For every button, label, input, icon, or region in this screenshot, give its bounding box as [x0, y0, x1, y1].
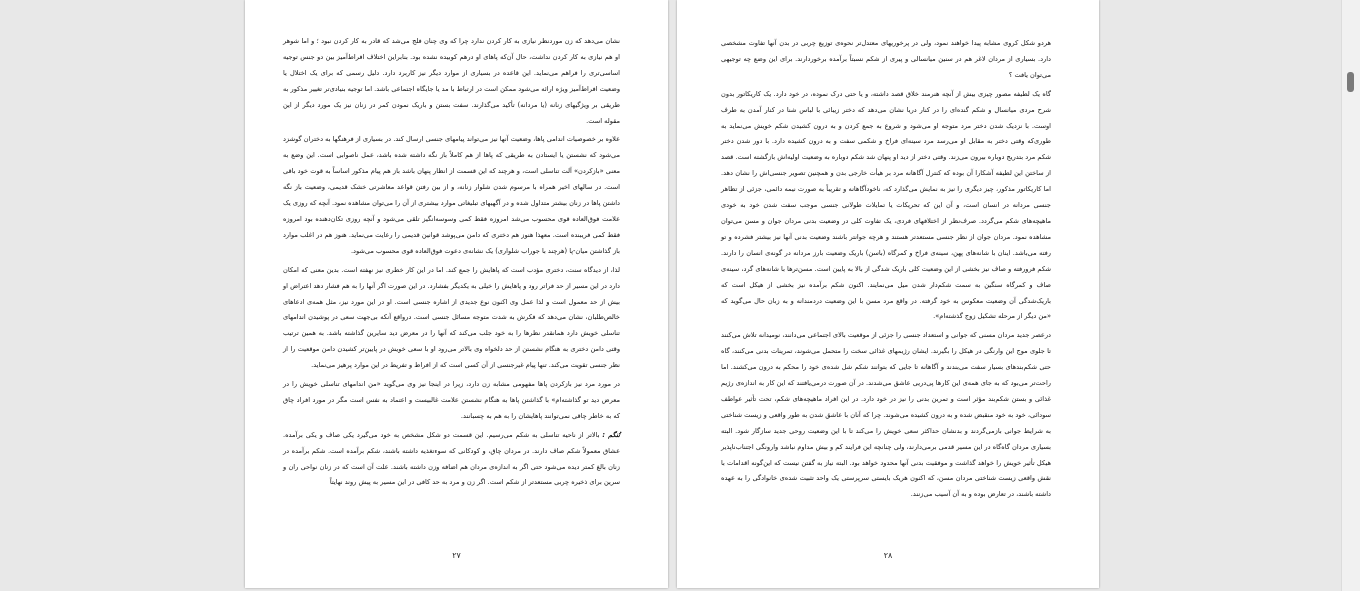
page-number: ۲۸ — [883, 551, 893, 560]
page-text — [721, 36, 1051, 506]
vertical-scrollbar[interactable] — [1341, 0, 1360, 591]
page-text — [283, 34, 620, 494]
section-heading: تُنگم : — [602, 430, 620, 439]
paragraph: لذا، از دیدگاه سنت، دختری مؤدب است که پاهایش را جمع کند. اما در این کار خطری نیز نهفته است. بدین معنی که امکان دارد در این مسیر از حد فراتر رود و پاهایش را خیلی به یکدیگر بفشارد. در این صورت اگر آنها را به هم فشار دهد اعتراض او بیش از حد معمول است و لذا عمل وی اکنون نوع جدیدی از اشاره جنسی است. او در این مورد نیز، مثل همه‌ی ادعاهای خالص‌طلبان، نشان می‌دهد که فکرش به شدت متوجه مسائل جنسی است. درواقع آنکه بی‌جهت سعی در پوشیدن اندامهای تناسلی خویش دارد همانقدر نظرها را به خود جلب می‌کند که آنها را در معرض دید سایرین گذاشته باشد. به همین ترتیب وقتی دامن دختری به هنگام نشستن از حد دلخواه وی بالاتر می‌رود او با سعی خویش در پایین‌تر کشیدن دامن موقعیت را از نظر جنسی تقویت می‌کند. تنها پیام غیرجنسی از آن کسی است که از افراط و تفریط در این موارد پرهیز می‌نماید. — [283, 265, 620, 370]
paragraph — [283, 428, 620, 492]
paragraph: نشان می‌دهد که زن موردنظر نیازی به کار کردن ندارد چرا که وی چنان فلج می‌شد که قادر به کار کردن نبود ؛ و اما شوهر او هم نیازی به کار کردن نداشت، حال آن‌که پاهای او درهم کوبیده نشده بود. بنابراین اختلاف افراط‌آمیز بین دو جنس توجیه اساسی‌تری را فراهم می‌نماید. این قاعده در بسیاری از موارد دیگر نیز کاربرد دارد. دلیل رسمی که برای یک اختلال یا وضعیت افراط‌آمیز ویژه ارائه می‌شود ممکن است در ارتباط با مد یا جایگاه اجتماعی باشد. اما توجیه بنیادی‌تر تغییر مذکور به طریقی بر ویژگیهای زنانه (یا مردانه) تأکید می‌گذارند. سفت بستن و باریک نمودن کمر در زنان نیز یک مورد دیگر از این مقوله است. — [283, 37, 620, 125]
scrollbar-thumb[interactable] — [1347, 72, 1354, 92]
document-page-left — [245, 0, 668, 588]
paragraph: گاه یک لطیفه مصور چیزی بیش از آنچه هنرمند خلاق قصد داشته، و یا حتی درک نموده، در خود دارد. یک کاریکاتور بدون شرح مردی میانسال و شکم گنده‌ای را در کنار دریا نشان می‌دهد که دختر زیبائی با لباس شنا در کنار آمدن به طرف اوست. با نزدیک شدن دختر مرد متوجه او می‌شود و شروع به جمع کردن و به درون کشیدن شکم خویش می‌نماید به طوری‌که وقتی دختر به مقابل او می‌رسد مرد سینه‌ای فراخ و شکمی سفت و به درون کشیده دارد. با دور شدن دختر شکم مرد بتدریج دوباره بیرون می‌زند. وقتی دختر از دید او پنهان شد شکم دوباره به وضعیت اولیه‌اش بازگشته است. قصد از ساختن این لطیفه آشکارا آن بوده که کنترل آگاهانه مرد بر هیأت خارجی بدن و همچنین تصویر جنسی‌اش را نشان دهد. اما کاریکاتور مذکور، چیز دیگری را نیز به نمایش می‌گذارد که، ناخودآگاهانه و تقریباً به صورت نیمه دائمی، جزئی از تظاهر جنسی مردانه در انسان است، و آن این که تحریکات یا تمایلات طولانی جنسی موجب سفت شدن خود به خودی ماهیچه‌های شکم می‌گردد. صرف‌نظر از اختلافهای فردی، یک تفاوت کلی در وضعیت بدنی مردان جوان و مسن می‌توان مشاهده نمود. مردان جوان از نظر جنسی مستعدتر هستند و هرچه جوانتر باشند وضعیت بدنی آنها نیز بیشتر فشرده و تو رفته می‌باشد. اینان با شانه‌های پهن، سینه‌ی فراخ و کمرگاه (باسن) باریک وضعیت بارز مردانه در گونه‌ی انسان را دارند. شکم فرورفته و صاف نیز بخشی از این وضعیت کلی باریک شدگی از بالا به پایین است. مسن‌ترها با شانه‌های گرد، سینه‌ی صاف و کمرگاه سنگین به سمت شکم‌دار شدن میل می‌نمایند. اکنون شکم برآمده نیز بخشی از هیکل است که باریک‌شدگی آن وضعیت معکوس به خود گرفته. در واقع مرد مسن با این وضعیت دردمندانه و به زبان حال می‌گوید که «من دیگر از مرحله تشکیل زوج گذشته‌ام». — [721, 89, 1051, 321]
page-number: ۲۷ — [452, 551, 461, 560]
paragraph: علاوه بر خصوصیات اندامی پاها، وضعیت آنها نیز می‌تواند پیامهای جنسی ارسال کند. در بسیاری از فرهنگها به دختران گوشزد می‌شود که نشستن یا ایستادن به طریقی که پاها از هم کاملاً باز نگه داشته شده باشد، عمل ناصوابی است. این وضع به معنی «بازکردن» آلت تناسلی است، و هرچند که این قسمت از انظار پنهان باشد باز هم پیام مذکور اساساً به قوت خود باقی است. در سالهای اخیر همراه با مرسوم شدن شلوار زنانه، و از بین رفتن قواعد معاشرتی خشک قدیمی، وضعیت باز نگه داشتن پاها در زنان بیشتر متداول شده و در آگهیهای تبلیغاتی موارد بیشتری از آن را می‌توان مشاهده نمود. آنچه که روزی یک علامت فوق‌العاده قوی محسوب می‌شد امروزه فقط کمی وسوسه‌انگیز تلقی می‌شود و آنچه روزی تکان‌دهنده بود امروزه فقط کمی فریبنده است. معهذا هنوز هم دختری که دامن می‌پوشد قوانین قدیمی را رعایت می‌نماید. هنوز هم در اغلب موارد باز گذاشتن میان-پا (هرچند با جوراب شلواری) یک نشانه‌ی دعوت فوق‌العاده قوی محسوب می‌شود. — [283, 135, 620, 255]
paragraph: درعصر جدید مردان مسنی که جوانی و استعداد جنسی را جزئی از موقعیت بالای اجتماعی می‌دانند، نومیدانه تلاش می‌کنند تا جلوی موج این وارنگی در هیکل را بگیرند. ایشان رژیمهای غذائی سخت را متحمل می‌شوند، تمرینات بدنی می‌کنند، گاه حتی شکم‌بندهای بسیار سفت می‌بندند و آگاهانه تا جایی که بتوانند شکم شل شده‌ی خود را محکم به درون می‌کشند. اما راحت‌تر می‌بود که به جای همه‌ی این کارها پی‌دریی عاشق می‌شدند. در آن صورت درمی‌یافتند که این کار به اندازه‌ی رژیم غذائی و بستن شکم‌بند مؤثر است و تمرین بدنی را نیز در خود دارد. در این افراد ماهیچه‌های شکم، تحت تأثیر عواطف سودائی، خود به خود منقبض شده و به درون کشیده می‌شوند. چرا که آنان با عاشق شدن به طور واقعی و زیست شناختی به شرایط جوانی بازمی‌گردند و بدنشان حداکثر سعی خویش را می‌کند تا با این وضعیت روحی جدید سازگار شود. البته بسیاری مردان گاه‌گاه در این مسیر قدمی برمی‌دارند، ولی چنانچه این فرایند کم و بیش مداوم نباشد وارونگی اجتناب‌ناپذیر هیکل تأثیر خویش را خواهد گذاشت و موفقیت بدنی آنها محدود خواهد بود. البته نیاز به گفتن نیست که این‌گونه اقدامات با نقش واقعی زیست شناختی مردان مسن، که اکنون هریک بایستی سرپرستی یک واحد تثبیت شده‌ی خانوادگی را به عهده داشته باشند، در تعارض بوده و به آن آسیب می‌زنند. — [721, 331, 1051, 499]
paragraph-text: بالاتر از ناحیه تناسلی به شکم می‌رسیم. این قسمت دو شکل مشخص به خود می‌گیرد یکی صاف و یکی برآمده. عشاق معمولاً شکم صاف دارند. در مردان چاق، و کودکانی که سوءتغذیه داشته باشند، شکم برآمده است. شکم برآمده در زنان بالغ کمتر دیده می‌شود حتی اگر به اندازه‌ی مردان هم اضافه وزن داشته باشند. علت آن است که در زنان نواحی ران و سرین برای ذخیره چربی مستعدتر از شکم است. اگر زن و مرد به حد کافی در این مسیر به پیش روند نهایتاً — [283, 430, 620, 487]
document-page-right — [677, 0, 1099, 588]
paragraph: در مورد مرد نیز بازکردن پاها مفهومی مشابه زن دارد، زیرا در اینجا نیز وی می‌گوید «من اندامهای تناسلی خویش را در معرض دید تو گذاشته‌ام» با گذاشتن پاها به هنگام نشستن علامت غالبیست و اعتماد به نفس است مگر در مورد افراد چاق که به خاطر چاقی نمی‌توانند پاهایشان را به هم به چسبانند. — [283, 380, 620, 420]
paragraph: هردو شکل کروی مشابه پیدا خواهند نمود، ولی در پرخوریهای معتدل‌تر نحوه‌ی توزیع چربی در بدن آنها تفاوت مشخصی دارد. بسیاری از مردان لاغر هم در سنین میانسالی و پیری از شکم نسبتاً برآمده برخوردارند. برای این وضع چه توجیهی می‌توان یافت ؟ — [721, 39, 1051, 79]
